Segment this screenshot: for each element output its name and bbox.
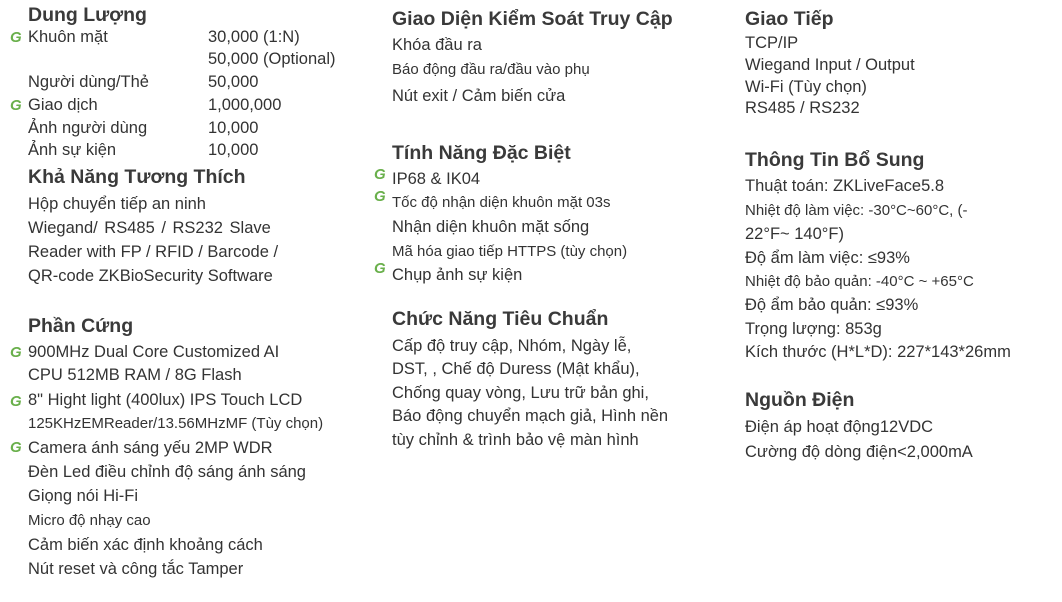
hardware-line: Giọng nói Hi-Fi [28, 487, 139, 505]
capacity-row: Ảnh sự kiện 10,000 [28, 141, 259, 159]
access-line: Nút exit / Cảm biến cửa [392, 87, 566, 105]
compat-line: QR-code ZKBioSecurity Software [28, 267, 273, 285]
g-leaf-icon: G [374, 188, 386, 205]
access-line: Báo động đầu ra/đầu vào phụ [392, 61, 590, 78]
hardware-line: Nút reset và công tắc Tamper [28, 560, 244, 578]
extra-line: Nhiệt độ làm việc: -30°C~60°C, (- [745, 202, 968, 219]
power-line: Cường độ dòng điện<2,000mA [745, 443, 973, 461]
g-leaf-icon: G [374, 260, 386, 277]
special-line: IP68 & IK04 [392, 170, 481, 188]
g-leaf-icon: G [374, 166, 386, 183]
power-line: Điện áp hoạt động12VDC [745, 418, 934, 436]
extra-line: Nhiệt độ bảo quản: -40°C ~ +65°C [745, 273, 974, 290]
hardware-line: Đèn Led điều chỉnh độ sáng ánh sáng [28, 463, 306, 481]
standard-line: Cấp độ truy cập, Nhóm, Ngày lễ, [392, 337, 632, 355]
comm-line: TCP/IP [745, 34, 799, 52]
special-line: Tốc độ nhận diện khuôn mặt 03s [392, 194, 611, 211]
extra-line: 22°F~ 140°F) [745, 225, 844, 243]
special-line: Nhận diện khuôn mặt sống [392, 218, 590, 236]
section-title-comm: Giao Tiếp [745, 8, 834, 30]
g-leaf-icon: G [10, 393, 22, 410]
section-title-special: Tính Năng Đặc Biệt [392, 142, 571, 164]
section-title-hardware: Phần Cứng [28, 315, 134, 337]
comm-line: RS485 / RS232 [745, 99, 860, 117]
standard-line: DST, , Chế độ Duress (Mật khẩu), [392, 360, 640, 378]
g-leaf-icon: G [10, 439, 22, 456]
hardware-line: 125KHzEMReader/13.56MHzMF (Tùy chọn) [28, 415, 324, 432]
comm-line: Wi-Fi (Tùy chọn) [745, 78, 867, 96]
hardware-line: Cảm biến xác định khoảng cách [28, 536, 263, 554]
compat-line: Hộp chuyển tiếp an ninh [28, 195, 206, 213]
hardware-line: Camera ánh sáng yếu 2MP WDR [28, 439, 273, 457]
extra-line: Độ ẩm làm việc: ≤93% [745, 249, 910, 267]
comm-line: Wiegand Input / Output [745, 56, 915, 74]
hardware-line: 900MHz Dual Core Customized AI [28, 343, 280, 361]
capacity-row: 50,000 (Optional) [208, 50, 336, 68]
capacity-row: Ảnh người dùng 10,000 [28, 119, 259, 137]
extra-line: Trọng lượng: 853g [745, 320, 882, 338]
hardware-line: 8" Hight light (400lux) IPS Touch LCD [28, 391, 303, 409]
g-leaf-icon: G [10, 344, 22, 361]
extra-line: Kích thước (H*L*D): 227*143*26mm [745, 343, 1011, 361]
standard-line: Chống quay vòng, Lưu trữ bản ghi, [392, 384, 649, 402]
capacity-row: Khuôn mặt 30,000 (1:N) [28, 28, 300, 46]
hardware-line: Micro độ nhạy cao [28, 512, 151, 529]
special-line: Mã hóa giao tiếp HTTPS (tùy chọn) [392, 243, 628, 260]
section-title-power: Nguồn Điện [745, 389, 855, 411]
hardware-line: CPU 512MB RAM / 8G Flash [28, 366, 242, 384]
section-title-extra: Thông Tin Bổ Sung [745, 149, 925, 171]
g-leaf-icon: G [10, 97, 22, 114]
section-title-standard: Chức Năng Tiêu Chuẩn [392, 308, 609, 330]
compat-line: Reader with FP / RFID / Barcode / [28, 243, 279, 261]
standard-line: Báo động chuyển mạch giả, Hình nền [392, 407, 669, 425]
section-title-compat: Khả Năng Tương Thích [28, 166, 246, 188]
compat-line: Wiegand/ RS485 / RS232 Slave [28, 219, 271, 237]
extra-line: Độ ẩm bảo quản: ≤93% [745, 296, 919, 314]
access-line: Khóa đầu ra [392, 36, 482, 54]
g-leaf-icon: G [10, 29, 22, 46]
capacity-row: Giao dịch 1,000,000 [28, 96, 282, 114]
special-line: Chụp ảnh sự kiện [392, 266, 523, 284]
section-title-capacity: Dung Lượng [28, 4, 147, 26]
standard-line: tùy chỉnh & trình bảo vệ màn hình [392, 431, 639, 449]
capacity-row: Người dùng/Thẻ 50,000 [28, 73, 259, 91]
section-title-access: Giao Diện Kiểm Soát Truy Cập [392, 8, 673, 30]
extra-line: Thuật toán: ZKLiveFace5.8 [745, 177, 945, 195]
